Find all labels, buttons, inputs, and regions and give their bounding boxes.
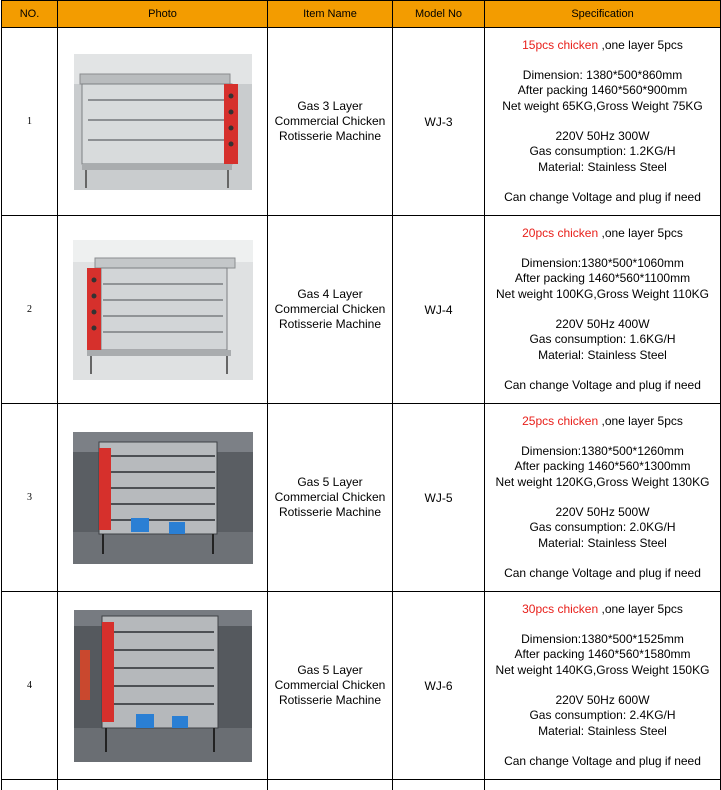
photo-cell — [58, 592, 268, 780]
rotisserie-photo — [74, 610, 252, 762]
note-line: Can change Voltage and plug if need — [485, 378, 720, 393]
item-name-line: Commercial Chicken — [268, 678, 392, 693]
photo-cell — [58, 28, 268, 216]
power-line: 220V 50Hz 300W — [485, 129, 720, 144]
item-name-line: Rotisserie Machine — [268, 129, 392, 144]
item-name-line: Gas 5 Layer — [268, 475, 392, 490]
model-no-cell: WJ-3 — [393, 28, 485, 216]
row-number: 1 — [2, 28, 58, 216]
layer-text: ,one layer 5pcs — [598, 414, 683, 428]
rotisserie-photo — [73, 432, 253, 564]
rotisserie-photo — [74, 54, 252, 190]
table-row — [2, 592, 721, 780]
capacity-line — [485, 38, 720, 53]
specification-cell — [485, 592, 721, 780]
header-photo: Photo — [58, 1, 268, 28]
material-line: Material: Stainless Steel — [485, 160, 720, 175]
table-row — [2, 404, 721, 592]
packing-line: After packing 1460*560*900mm — [485, 83, 720, 98]
item-name-line: Rotisserie Machine — [268, 505, 392, 520]
specification-cell — [485, 404, 721, 592]
header-model-no: Model No — [393, 1, 485, 28]
photo-cell — [58, 404, 268, 592]
note-line: Can change Voltage and plug if need — [485, 754, 720, 769]
item-name-cell — [268, 216, 393, 404]
power-line: 220V 50Hz 400W — [485, 317, 720, 332]
layer-text: ,one layer 5pcs — [598, 602, 683, 616]
material-line: Material: Stainless Steel — [485, 724, 720, 739]
layer-text: ,one layer 5pcs — [598, 38, 683, 52]
power-line: 220V 50Hz 500W — [485, 505, 720, 520]
row-number: 4 — [2, 592, 58, 780]
capacity-line — [485, 414, 720, 429]
item-name-line: Gas 3 Layer — [268, 99, 392, 114]
item-name-line: Commercial Chicken — [268, 490, 392, 505]
item-name-cell — [268, 404, 393, 592]
capacity-highlight: 30pcs chicken — [522, 602, 598, 616]
capacity-highlight: 15pcs chicken — [522, 38, 598, 52]
note-line: Can change Voltage and plug if need — [485, 566, 720, 581]
note-line: Can change Voltage and plug if need — [485, 190, 720, 205]
item-name-cell — [268, 28, 393, 216]
dimension-line: Dimension:1380*500*1060mm — [485, 256, 720, 271]
weight-line: Net weight 100KG,Gross Weight 110KG — [485, 287, 720, 302]
packing-line: After packing 1460*560*1300mm — [485, 459, 720, 474]
weight-line: Net weight 140KG,Gross Weight 150KG — [485, 663, 720, 678]
table-row-partial — [2, 780, 721, 790]
item-name-line: Gas 5 Layer — [268, 663, 392, 678]
item-name-cell — [268, 592, 393, 780]
gas-line: Gas consumption: 2.4KG/H — [485, 708, 720, 723]
dimension-line: Dimension:1380*500*1525mm — [485, 632, 720, 647]
table-row — [2, 28, 721, 216]
model-no-cell: WJ-6 — [393, 592, 485, 780]
photo-cell — [58, 216, 268, 404]
product-table — [1, 0, 721, 790]
gas-line: Gas consumption: 1.2KG/H — [485, 144, 720, 159]
dimension-line: Dimension:1380*500*1260mm — [485, 444, 720, 459]
capacity-highlight: 20pcs chicken — [522, 226, 598, 240]
rotisserie-photo — [73, 240, 253, 380]
header-no: NO. — [2, 1, 58, 28]
header-specification: Specification — [485, 1, 721, 28]
header-item-name: Item Name — [268, 1, 393, 28]
packing-line: After packing 1460*560*1580mm — [485, 647, 720, 662]
model-no-cell: WJ-5 — [393, 404, 485, 592]
row-number: 2 — [2, 216, 58, 404]
item-name-line: Rotisserie Machine — [268, 693, 392, 708]
capacity-line — [485, 226, 720, 241]
gas-line: Gas consumption: 2.0KG/H — [485, 520, 720, 535]
capacity-highlight: 25pcs chicken — [522, 414, 598, 428]
weight-line: Net weight 120KG,Gross Weight 130KG — [485, 475, 720, 490]
item-name-line: Rotisserie Machine — [268, 317, 392, 332]
packing-line: After packing 1460*560*1100mm — [485, 271, 720, 286]
model-no-cell: WJ-4 — [393, 216, 485, 404]
specification-cell — [485, 216, 721, 404]
capacity-line — [485, 602, 720, 617]
header-row — [2, 1, 721, 28]
item-name-line: Commercial Chicken — [268, 302, 392, 317]
row-number: 3 — [2, 404, 58, 592]
material-line: Material: Stainless Steel — [485, 536, 720, 551]
item-name-line: Commercial Chicken — [268, 114, 392, 129]
layer-text: ,one layer 5pcs — [598, 226, 683, 240]
table-row — [2, 216, 721, 404]
weight-line: Net weight 65KG,Gross Weight 75KG — [485, 99, 720, 114]
specification-cell — [485, 28, 721, 216]
gas-line: Gas consumption: 1.6KG/H — [485, 332, 720, 347]
dimension-line: Dimension: 1380*500*860mm — [485, 68, 720, 83]
material-line: Material: Stainless Steel — [485, 348, 720, 363]
power-line: 220V 50Hz 600W — [485, 693, 720, 708]
item-name-line: Gas 4 Layer — [268, 287, 392, 302]
